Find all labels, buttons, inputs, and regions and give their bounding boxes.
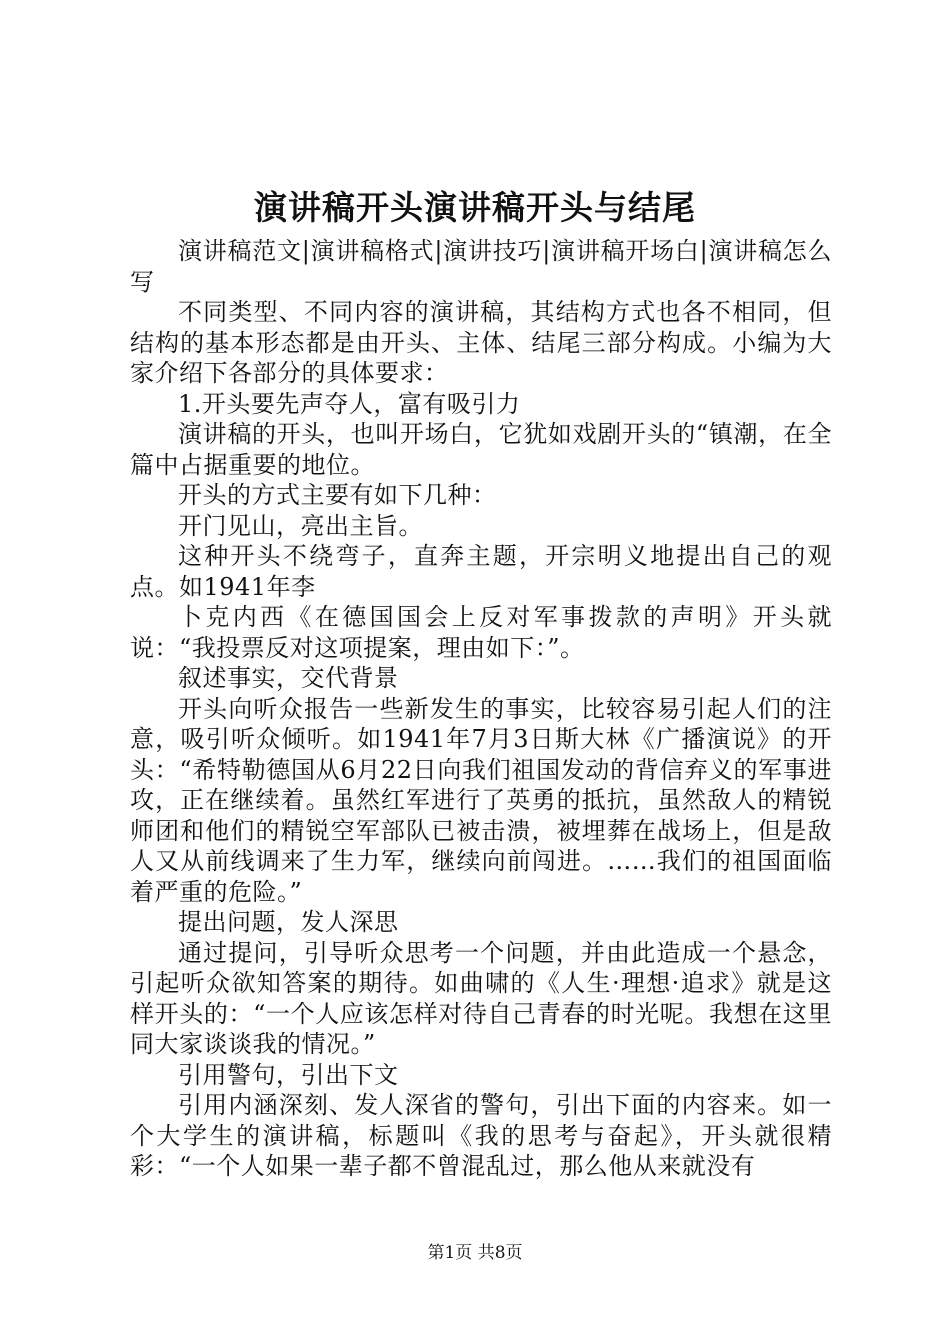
paragraph: 演讲稿范文|演讲稿格式|演讲技巧|演讲稿开场白|演讲稿怎么写 (130, 237, 832, 296)
subheading: 引用警句，引出下文 (178, 1060, 399, 1089)
page-footer: 第1页 共8页 (427, 1243, 523, 1263)
subheading: 提出问题，发人深思 (178, 908, 399, 936)
paragraph: 不同类型、不同内容的演讲稿，其结构方式也各不相同，但结构的基本形态都是由开头、主体、结尾三部分构成。小编为大家介绍下各部分的具体要求： (130, 298, 832, 387)
paragraph: 演讲稿的开头，也叫开场白，它犹如戏剧开头的“镇潮，在全篇中占据重要的地位。 (130, 420, 832, 479)
paragraph: 引用内涵深刻、发人深省的警句，引出下面的内容来。如一个大学生的演讲稿，标题叫《我的思考与奋起》，开头就很精彩：“一个人如果一辈子都不曾混乱过，那么他从来就没有 (130, 1091, 832, 1180)
section-heading: 1.开头要先声夺人，富有吸引力 (178, 389, 521, 418)
paragraph: 卜克内西《在德国国会上反对军事拨款的声明》开头就说：“我投票反对这项提案，理由如下：”。 (130, 603, 832, 662)
document-body (130, 236, 832, 1182)
paragraph: 这种开头不绕弯子，直奔主题，开宗明义地提出自己的观点。如1941年李 (130, 542, 832, 601)
document-title: 演讲稿开头演讲稿开头与结尾 (254, 188, 696, 227)
subheading: 开门见山，亮出主旨。 (178, 511, 423, 540)
paragraph: 开头的方式主要有如下几种： (178, 481, 497, 509)
paragraph: 开头向听众报告一些新发生的事实，比较容易引起人们的注意，吸引听众倾听。如1941年7月3日斯大林《广播演说》的开头：“希特勒德国从6月22日向我们祖国发动的背信弃义的军事进攻，正在继续着。虽然红军进行了英勇的抵抗，虽然敌人的精锐师团和他们的精锐空军部队已被击溃，被埋葬在战场上，但是敌人又从前线调来了生力军，继续向前闯进。……我们的祖国面临着严重的危险。” (130, 694, 832, 906)
paragraph: 通过提问，引导听众思考一个问题，并由此造成一个悬念，引起听众欲知答案的期待。如曲啸的《人生·理想·追求》就是这样开头的：“一个人应该怎样对待自己青春的时光呢。我想在这里同大家谈谈我的情况。” (130, 938, 832, 1058)
subheading: 叙述事实，交代背景 (178, 664, 399, 692)
